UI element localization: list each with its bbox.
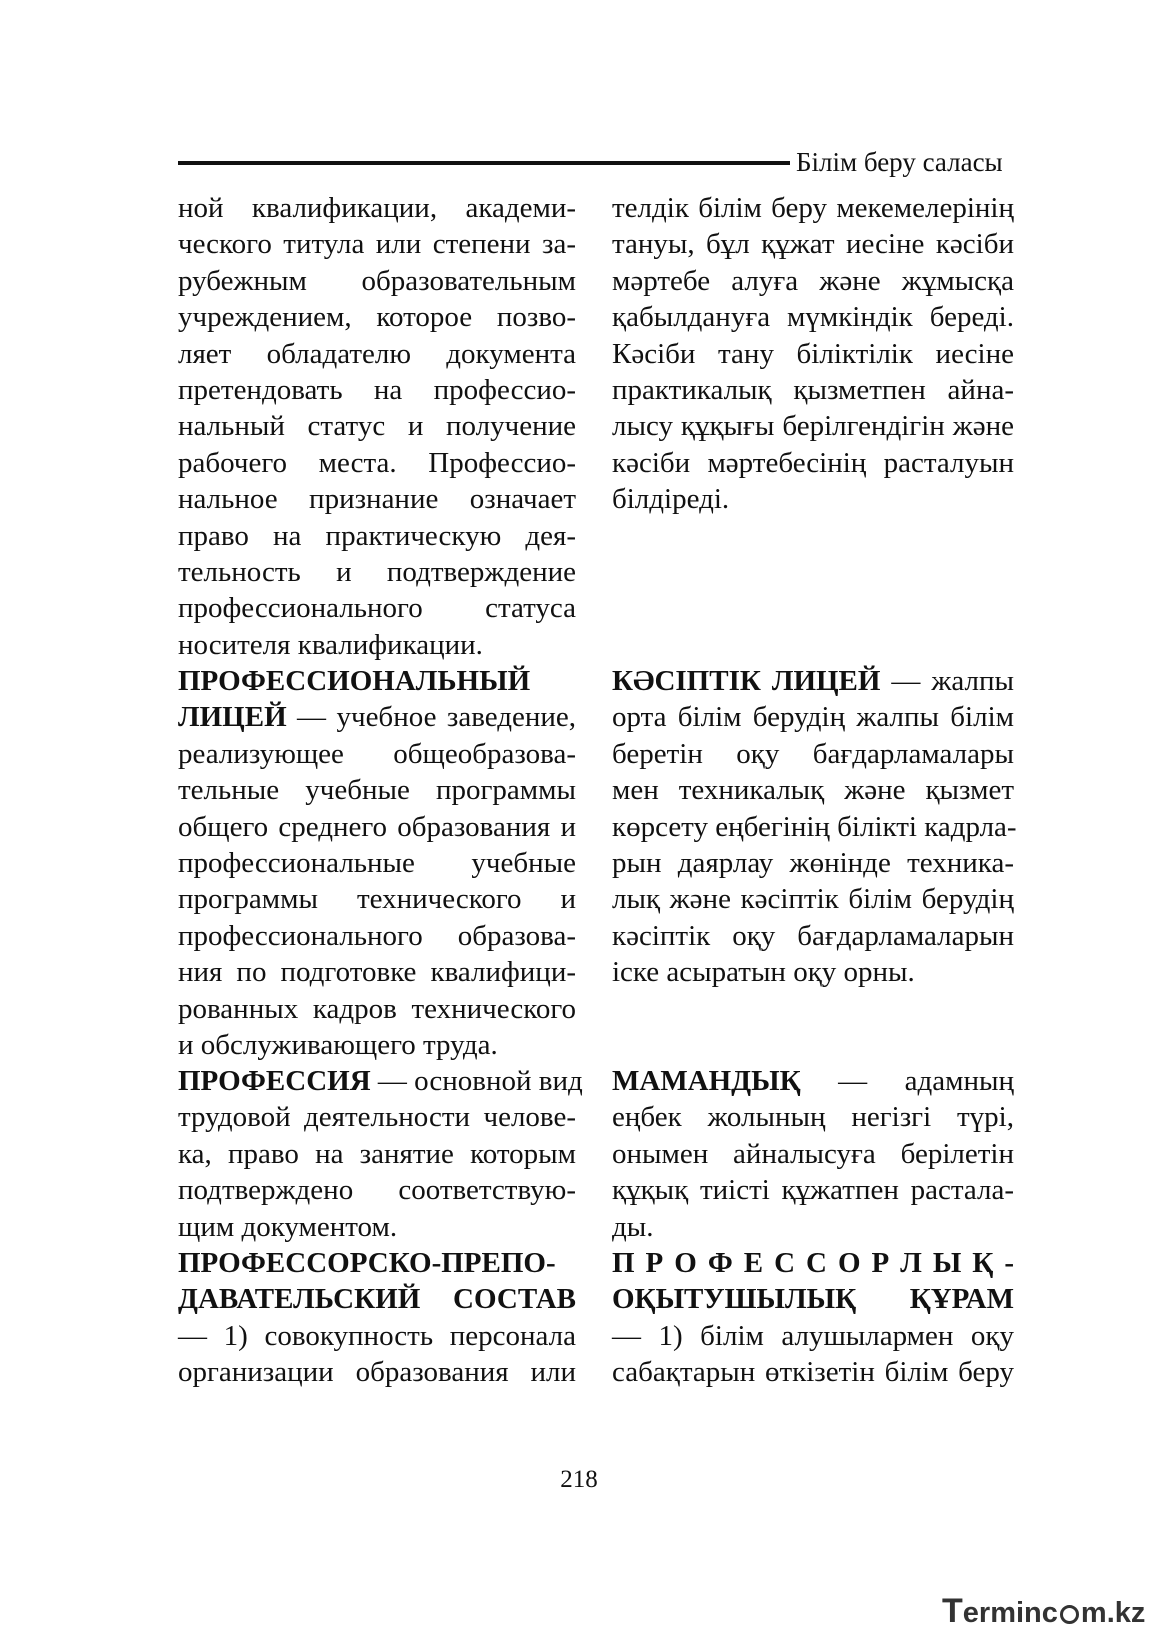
text-line: лық және кәсіптік білім берудің [612, 883, 1014, 916]
text-line: претендовать на профессио- [178, 373, 576, 406]
text-line: щим документом. [178, 1210, 398, 1243]
text-line: мәртебе алуға және жұмысқа [612, 264, 1014, 297]
watermark-logo[interactable]: Terminc m.kz [942, 1592, 1146, 1630]
text-line: учреждением, которое позво- [178, 301, 576, 334]
text-line: кәсіби мәртебесінің расталуын [612, 446, 1014, 479]
text-line: көрсету еңбегінің білікті кадрла- [612, 810, 1017, 843]
text-line: тануы, бұл құжат иесіне кәсіби [612, 228, 1014, 261]
definition-text: — основной вид [370, 1065, 583, 1097]
entry-term [178, 663, 576, 699]
text-line: кәсіптік оқу бағдарламаларын [612, 919, 1014, 952]
text-line: құқық тиісті құжатпен растала- [612, 1174, 1014, 1207]
text-line: еңбек жолының негізгі түрі, [612, 1101, 1014, 1134]
text-line [178, 699, 576, 735]
running-header: Білім беру саласы [796, 147, 1003, 177]
text-line: лысу құқығы берілгендігін және [612, 410, 1014, 443]
text-line: рованных кадров технического [178, 992, 576, 1025]
text-line [178, 1063, 583, 1099]
text-line: рабочего места. Профессио- [178, 446, 576, 479]
text-line: сабақтарын өткізетін білім беру [612, 1356, 1014, 1389]
entry-term [178, 1281, 576, 1317]
page-number: 218 [560, 1466, 598, 1493]
entry-teaching-staff-ru [178, 1245, 576, 1391]
term-heading: ПРОФЕССОРСКО-ПРЕПО- [178, 1247, 556, 1279]
entry-teaching-staff-kz [612, 1245, 1014, 1391]
entry-term [178, 1245, 576, 1281]
text-line: ка, право на занятие которым [178, 1137, 576, 1170]
text-line: профессионального статуса [178, 592, 576, 625]
text-line: ляет обладателю документа [178, 337, 576, 370]
text-line [612, 1063, 1014, 1099]
text-line: мен техникалық және қызмет [612, 774, 1014, 807]
text-line: — 1) білім алушылармен оқу [612, 1319, 1014, 1352]
term-heading: ЛИЦЕЙ [178, 701, 287, 734]
text-line: онымен айналысуға берілетін [612, 1137, 1014, 1170]
text-line: трудовой деятельности челове- [178, 1101, 576, 1134]
text-line: ной квалификации, академи- [178, 192, 576, 224]
text-line: ческого титула или степени за- [178, 228, 576, 261]
text-line: организации образования или [178, 1356, 576, 1389]
definition-text: — учебное заведение, [286, 701, 576, 734]
text-line: профессионального образова- [178, 919, 576, 952]
term-heading: ДАВАТЕЛЬСКИЙ СОСТАВ [178, 1283, 576, 1316]
definition-text: — жалпы [880, 665, 1014, 697]
text-line: қабылдануға мүмкіндік береді. [612, 301, 1014, 334]
text-line: нальный статус и получение [178, 410, 576, 443]
term-heading: МАМАНДЫҚ [612, 1065, 801, 1097]
text-line: рубежным образовательным [178, 264, 576, 297]
text-line: ния по подготовке квалифици- [178, 956, 576, 989]
text-line: — 1) совокупность персонала [178, 1319, 576, 1352]
left-block-1 [178, 190, 576, 663]
entry-profession-ru [178, 1063, 583, 1245]
term-heading: ПРОФЕССИОНАЛЬНЫЙ [178, 665, 531, 697]
term-heading: КӘСІПТІК ЛИЦЕЙ [612, 665, 881, 697]
definition-text: — адамның [800, 1065, 1014, 1097]
term-heading: П Р О Ф Е С С О Р Л Ы Қ - [612, 1247, 1014, 1279]
entry-term [612, 1245, 1014, 1281]
right-block-1 [612, 190, 1014, 518]
text-line [612, 663, 1014, 699]
text-line: орта білім берудің жалпы білім [612, 701, 1014, 734]
text-line: беретін оқу бағдарламалары [612, 737, 1014, 770]
entry-profession-kz [612, 1063, 1014, 1245]
term-heading: ОҚЫТУШЫЛЫҚ ҚҰРАМ [612, 1283, 1014, 1316]
text-line: тельные учебные программы [178, 774, 576, 807]
text-line: право на практическую дея- [178, 519, 576, 552]
term-heading: ПРОФЕССИЯ [178, 1065, 371, 1097]
text-line: подтверждено соответствую- [178, 1174, 576, 1207]
text-line: нальное признание означает [178, 483, 576, 516]
entry-term [612, 1281, 1014, 1317]
text-line: и обслуживающего труда. [178, 1028, 498, 1061]
text-line: ды. [612, 1210, 654, 1243]
text-line: носителя квалификации. [178, 628, 483, 661]
text-line: программы технического и [178, 883, 576, 916]
text-line: практикалық қызметпен айна- [612, 373, 1014, 406]
text-line: рын даярлау жөнінде техника- [612, 846, 1014, 879]
text-line: профессиональные учебные [178, 846, 576, 879]
text-line: общего среднего образования и [178, 810, 576, 843]
text-line: Кәсіби тану біліктілік иесіне [612, 337, 1014, 370]
entry-professional-lyceum-ru [178, 663, 576, 1063]
text-line: іске асыратын оқу орны. [612, 956, 915, 989]
text-line: білдіреді. [612, 483, 730, 516]
text-line: реализующее общеобразова- [178, 737, 576, 770]
text-line: тельность и подтверждение [178, 555, 576, 588]
header-rule [178, 161, 790, 165]
text-line: телдік білім беру мекемелерінің [612, 192, 1014, 224]
entry-professional-lyceum-kz [612, 663, 1017, 991]
